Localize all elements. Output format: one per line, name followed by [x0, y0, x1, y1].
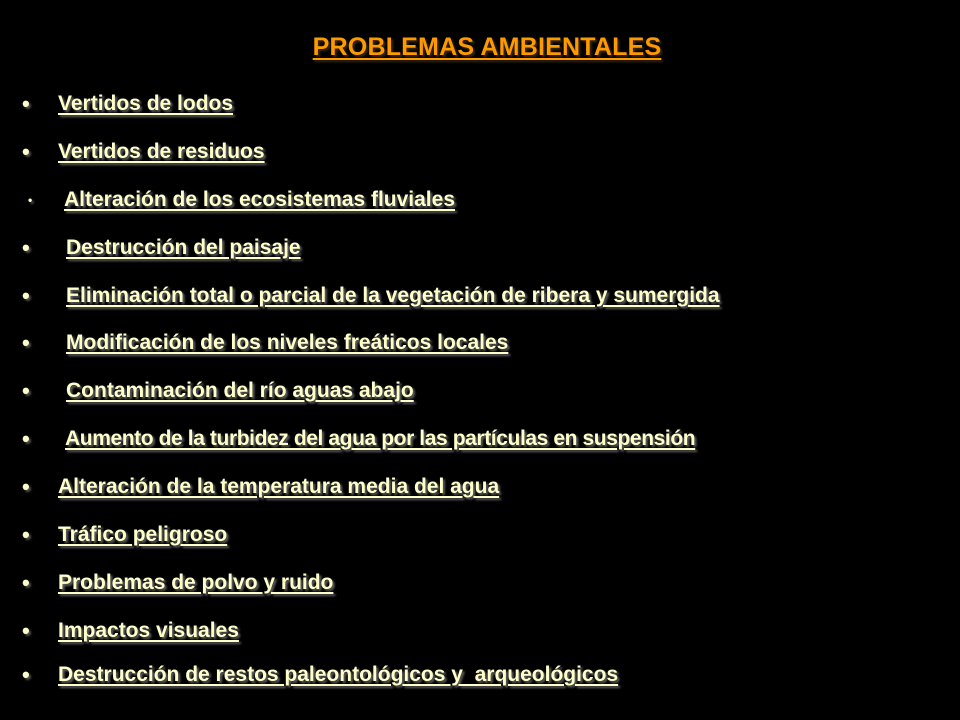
bullet-icon: • — [22, 618, 30, 643]
bullet-icon: • — [22, 426, 30, 451]
bullet-icon: • — [22, 662, 30, 687]
list-item — [22, 328, 508, 358]
item-label: Problemas de polvo y ruido — [58, 571, 334, 594]
item-label: Destrucción de restos paleontológicos y arqueológicos — [58, 663, 619, 686]
bullet-icon: • — [22, 570, 30, 595]
bullet-icon: • — [22, 283, 30, 308]
bullet-icon: • — [22, 235, 30, 260]
item-label: Aumento de la turbidez del agua por las partículas en suspensión — [65, 427, 696, 450]
bullet-icon: • — [28, 193, 33, 207]
list-item — [22, 281, 720, 311]
list-item — [22, 137, 265, 167]
item-label: Alteración de los ecosistemas fluviales — [64, 188, 456, 211]
item-label: Tráfico peligroso — [58, 523, 228, 546]
list-item — [22, 233, 301, 263]
bullet-icon: • — [22, 91, 30, 116]
list-item — [22, 424, 695, 454]
list-item — [22, 376, 414, 406]
list-item — [22, 520, 227, 550]
item-label: Vertidos de lodos — [58, 92, 234, 115]
list-item — [22, 472, 499, 502]
item-label: Destrucción del paisaje — [66, 236, 301, 259]
item-label: Contaminación del río aguas abajo — [66, 379, 414, 402]
bullet-icon: • — [22, 330, 30, 355]
item-label: Vertidos de residuos — [58, 140, 265, 163]
item-label: Modificación de los niveles freáticos locales — [66, 331, 509, 354]
bullet-icon: • — [22, 139, 30, 164]
bullet-icon: • — [22, 474, 30, 499]
list-item — [22, 185, 455, 215]
list-item — [22, 660, 618, 690]
list-item — [22, 616, 239, 646]
item-label: Eliminación total o parcial de la vegetación de ribera y sumergida — [66, 284, 720, 307]
item-label: Alteración de la temperatura media del agua — [58, 475, 500, 498]
bullet-icon: • — [22, 378, 30, 403]
item-label: Impactos visuales — [58, 619, 239, 642]
list-item — [22, 568, 333, 598]
bullet-icon: • — [22, 522, 30, 547]
list-item — [22, 89, 233, 119]
slide-title: PROBLEMAS AMBIENTALES — [312, 33, 662, 61]
